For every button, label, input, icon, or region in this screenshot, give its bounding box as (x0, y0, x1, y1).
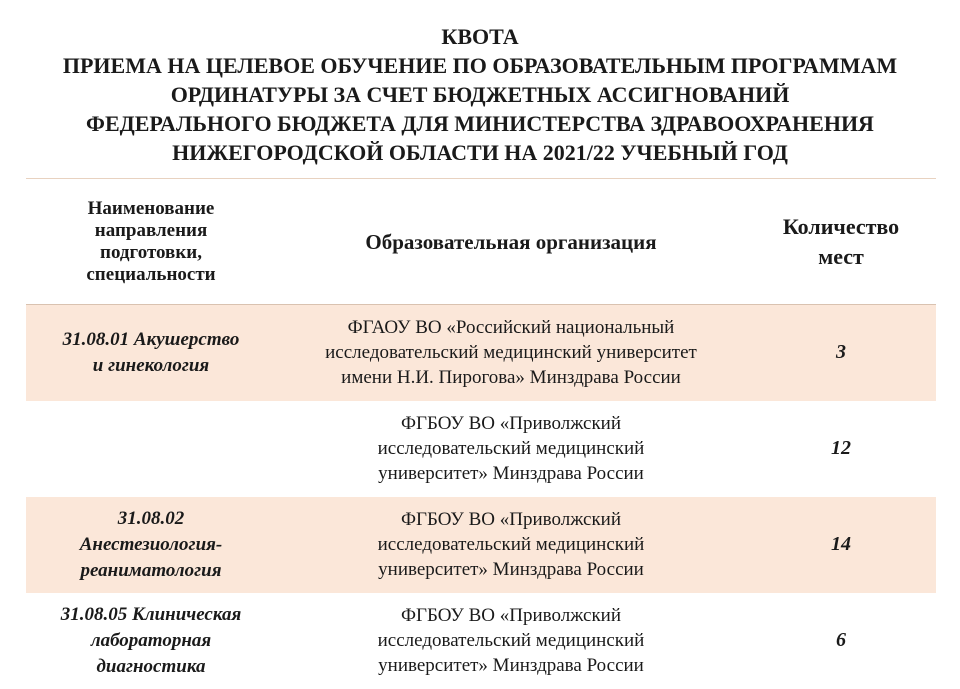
organization-line: исследовательский медицинский (377, 438, 645, 459)
header-direction-line: Наименование (87, 197, 215, 219)
organization-cell (276, 497, 746, 593)
organization-line: ФГАОУ ВО «Российский национальный (347, 317, 675, 339)
specialty-line: диагностика (96, 655, 206, 677)
organization-cell (276, 593, 746, 689)
table-row (26, 593, 936, 689)
organization-line: университет» Минздрава России (378, 559, 644, 580)
organization-line: ФГБОУ ВО «Приволжский (400, 509, 622, 530)
header-direction-line: направления (94, 219, 208, 241)
header-organization: Образовательная организация (365, 229, 657, 254)
specialty-line: лабораторная (90, 629, 212, 651)
organization-cell (276, 305, 746, 401)
specialty-cell (26, 497, 276, 593)
table-row (26, 305, 936, 401)
organization-line: университет» Минздрава России (378, 463, 644, 484)
title-line: ПРИЕМА НА ЦЕЛЕВОЕ ОБУЧЕНИЕ ПО ОБРАЗОВАТЕЛЬНЫМ ПРОГРАММАМ (62, 53, 898, 78)
specialty-cell (26, 593, 276, 689)
title-line: ОРДИНАТУРЫ ЗА СЧЕТ БЮДЖЕТНЫХ АССИГНОВАНИЙ (170, 82, 790, 107)
organization-cell (276, 401, 746, 497)
organization-line: университет» Минздрава России (378, 655, 644, 676)
quota-table (26, 178, 936, 689)
specialty-cell (26, 305, 276, 401)
organization-line: исследовательский медицинский (377, 534, 645, 555)
table-row (26, 497, 936, 593)
title-line: ФЕДЕРАЛЬНОГО БЮДЖЕТА ДЛЯ МИНИСТЕРСТВА ЗДРАВООХРАНЕНИЯ (86, 111, 874, 136)
table-row (26, 401, 936, 497)
title-line: КВОТА (441, 24, 519, 49)
organization-line: исследовательский медицинский (377, 630, 645, 651)
document-title (0, 22, 960, 167)
organization-line: ФГБОУ ВО «Приволжский (400, 413, 622, 434)
specialty-cell (26, 401, 276, 497)
specialty-line: и гинекология (92, 354, 210, 376)
specialty-line: 31.08.02 (117, 507, 185, 529)
specialty-line: 31.08.05 Клиническая (60, 603, 242, 625)
organization-line: ФГБОУ ВО «Приволжский (400, 605, 622, 626)
specialty-line: 31.08.01 Акушерство (62, 328, 240, 350)
count-cell: 3 (836, 341, 846, 364)
count-cell: 12 (831, 437, 851, 459)
header-count (746, 179, 936, 305)
table-header-row (26, 179, 936, 305)
specialty-line: Анестезиология- (79, 533, 223, 555)
specialty-line: реаниматология (80, 559, 222, 581)
organization-line: исследовательский медицинский университет (325, 342, 697, 364)
title-line: НИЖЕГОРОДСКОЙ ОБЛАСТИ НА 2021/22 УЧЕБНЫЙ ГОД (172, 140, 788, 165)
count-cell: 6 (836, 629, 846, 651)
header-count-line: мест (818, 243, 864, 269)
count-cell: 14 (831, 533, 851, 555)
header-direction-line: специальности (86, 263, 216, 285)
organization-line: имени Н.И. Пирогова» Минздрава России (341, 367, 681, 389)
header-count-line: Количество (782, 213, 900, 239)
header-direction-line: подготовки, (100, 241, 202, 263)
header-direction (26, 179, 276, 305)
